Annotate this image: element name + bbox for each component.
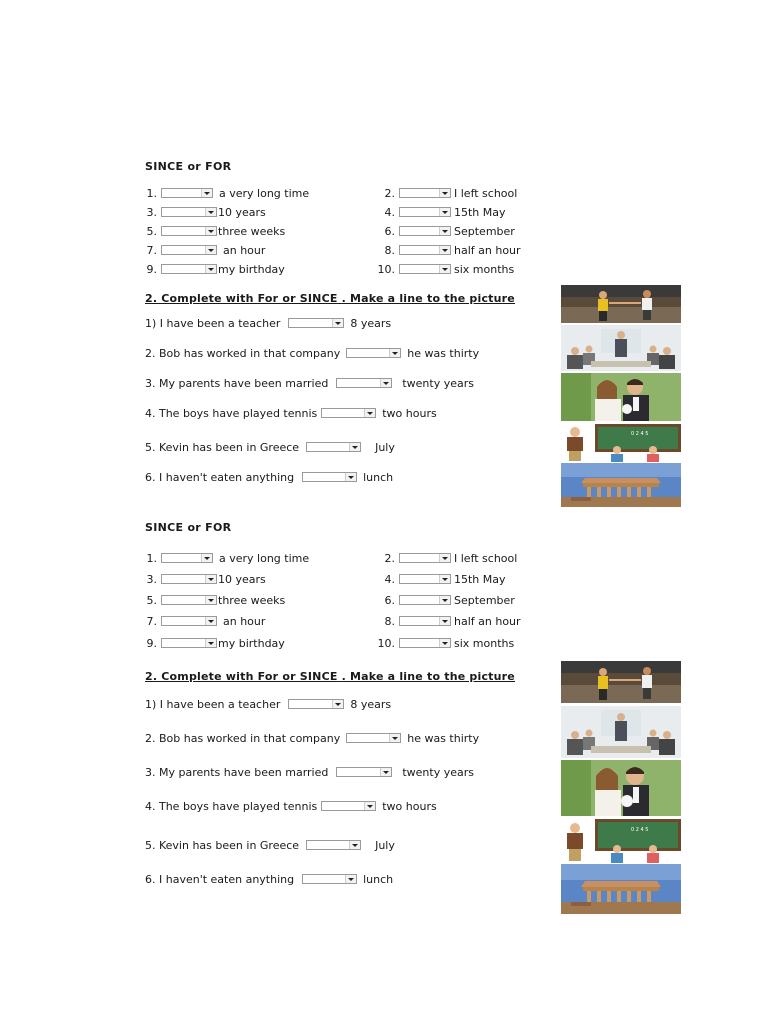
answer-dropdown[interactable] — [302, 472, 357, 482]
exercise-item — [383, 593, 515, 607]
sentence-item — [145, 346, 479, 360]
sentence-end: he was thirty — [407, 731, 480, 745]
answer-dropdown[interactable] — [399, 264, 451, 274]
answer-dropdown[interactable] — [321, 801, 376, 811]
chevron-down-icon[interactable] — [208, 211, 214, 214]
exercise-item — [145, 243, 265, 257]
greek-temple-picture — [561, 864, 681, 914]
item-number: 3. — [146, 205, 157, 219]
answer-dropdown[interactable] — [161, 264, 217, 274]
answer-dropdown[interactable] — [399, 574, 451, 584]
exercise-item — [145, 614, 265, 628]
item-number: 1. — [146, 551, 157, 565]
sentence-end: 8 years — [350, 697, 392, 711]
chevron-down-icon[interactable] — [442, 578, 448, 581]
greek-temple-picture — [561, 463, 681, 507]
part2-heading — [145, 670, 515, 683]
chevron-down-icon[interactable] — [442, 599, 448, 602]
item-number: 6. — [384, 224, 395, 238]
svg-text:0 2 4 5: 0 2 4 5 — [631, 431, 649, 437]
item-text: three weeks — [218, 593, 286, 607]
sentence-end: July — [375, 440, 395, 454]
chevron-down-icon[interactable] — [208, 268, 214, 271]
chevron-down-icon[interactable] — [204, 192, 210, 195]
exercise-item — [145, 593, 285, 607]
item-number: 3. — [146, 572, 157, 586]
exercise-item — [383, 205, 506, 219]
item-number: 9. — [146, 636, 157, 650]
tennis-players-picture — [561, 285, 681, 323]
sentence-end: two hours — [382, 799, 437, 813]
sentence-item — [145, 376, 474, 390]
answer-dropdown[interactable] — [399, 188, 451, 198]
chevron-down-icon[interactable] — [383, 771, 389, 774]
chevron-down-icon[interactable] — [383, 382, 389, 385]
item-text: I left school — [454, 551, 518, 565]
answer-dropdown[interactable] — [399, 638, 451, 648]
chevron-down-icon[interactable] — [348, 878, 354, 881]
sentence-item — [145, 799, 437, 813]
sentence-end: lunch — [363, 470, 394, 484]
part2-heading-b: . Make a line to the picture — [341, 292, 515, 305]
item-text: 10 years — [218, 572, 266, 586]
sentence-start: 4. The boys have played tennis — [145, 406, 318, 420]
chevron-down-icon[interactable] — [335, 322, 341, 325]
item-text: half an hour — [454, 243, 521, 257]
chevron-down-icon[interactable] — [352, 844, 358, 847]
answer-dropdown[interactable] — [399, 616, 451, 626]
business-meeting-picture — [561, 325, 681, 371]
sentence-start: 3. My parents have been married — [145, 765, 329, 779]
answer-dropdown[interactable] — [399, 595, 451, 605]
item-number: 9. — [146, 262, 157, 276]
answer-dropdown[interactable] — [288, 318, 344, 328]
sentence-end: he was thirty — [407, 346, 480, 360]
part2-heading-a: 2. Complete with For or SINCE — [145, 670, 338, 683]
chevron-down-icon[interactable] — [208, 620, 214, 623]
item-number: 8. — [384, 243, 395, 257]
exercise-item — [145, 636, 285, 650]
chevron-down-icon[interactable] — [392, 352, 398, 355]
sentence-item — [145, 316, 391, 330]
exercise-item — [383, 186, 517, 200]
business-meeting-picture — [561, 706, 681, 758]
chevron-down-icon[interactable] — [442, 249, 448, 252]
sentence-item — [145, 440, 395, 454]
answer-dropdown[interactable] — [161, 207, 217, 217]
answer-dropdown[interactable] — [161, 553, 213, 563]
sentence-item — [145, 731, 479, 745]
item-number: 5. — [146, 224, 157, 238]
chevron-down-icon[interactable] — [208, 599, 214, 602]
exercise-item — [376, 636, 514, 650]
item-number: 4. — [384, 205, 395, 219]
exercise-item — [145, 224, 285, 238]
sentence-end: 8 years — [350, 316, 392, 330]
sentence-item — [145, 765, 474, 779]
sentence-end: lunch — [363, 872, 394, 886]
sentence-start: 1) I have been a teacher — [145, 697, 281, 711]
part2-heading-b: . Make a line to the picture — [341, 670, 515, 683]
sentence-start: 2. Bob has worked in that company — [145, 346, 341, 360]
chevron-down-icon[interactable] — [442, 642, 448, 645]
item-text: a very long time — [219, 186, 310, 200]
section-title: SINCE or FOR — [145, 160, 232, 173]
sentence-end: two hours — [382, 406, 437, 420]
answer-dropdown[interactable] — [288, 699, 344, 709]
chevron-down-icon[interactable] — [442, 557, 448, 560]
sentence-item — [145, 470, 393, 484]
sentence-end: twenty years — [402, 765, 474, 779]
answer-dropdown[interactable] — [161, 638, 217, 648]
answer-dropdown[interactable] — [306, 840, 361, 850]
chevron-down-icon[interactable] — [442, 192, 448, 195]
exercise-item — [383, 551, 517, 565]
item-number: 10. — [377, 636, 395, 650]
answer-dropdown[interactable] — [399, 553, 451, 563]
svg-text:0 2 4 5: 0 2 4 5 — [631, 827, 649, 833]
item-text: half an hour — [454, 614, 521, 628]
teacher-classroom-picture — [561, 422, 681, 462]
exercise-item — [383, 614, 521, 628]
item-text: 15th May — [454, 572, 506, 586]
chevron-down-icon[interactable] — [335, 703, 341, 706]
item-text: 15th May — [454, 205, 506, 219]
answer-dropdown[interactable] — [302, 874, 357, 884]
answer-dropdown[interactable] — [399, 245, 451, 255]
answer-dropdown[interactable] — [346, 348, 401, 358]
chevron-down-icon[interactable] — [392, 737, 398, 740]
item-number: 10. — [377, 262, 395, 276]
chevron-down-icon[interactable] — [352, 446, 358, 449]
item-text: I left school — [454, 186, 518, 200]
sentence-start: 6. I haven't eaten anything — [145, 470, 295, 484]
sentence-item — [145, 872, 393, 886]
sentence-start: 5. Kevin has been in Greece — [145, 440, 300, 454]
item-number: 4. — [384, 572, 395, 586]
item-text: six months — [454, 262, 515, 276]
answer-dropdown[interactable] — [161, 574, 217, 584]
chevron-down-icon[interactable] — [442, 620, 448, 623]
chevron-down-icon[interactable] — [204, 557, 210, 560]
answer-dropdown[interactable] — [399, 226, 451, 236]
sentence-start: 1) I have been a teacher — [145, 316, 281, 330]
exercise-item — [145, 186, 309, 200]
item-number: 6. — [384, 593, 395, 607]
chevron-down-icon[interactable] — [367, 805, 373, 808]
item-number: 8. — [384, 614, 395, 628]
answer-dropdown[interactable] — [336, 767, 392, 777]
answer-dropdown[interactable] — [161, 188, 213, 198]
item-text: six months — [454, 636, 515, 650]
item-text: my birthday — [218, 262, 285, 276]
answer-dropdown[interactable] — [346, 733, 401, 743]
sentence-end: July — [375, 838, 395, 852]
chevron-down-icon[interactable] — [208, 230, 214, 233]
answer-dropdown[interactable] — [161, 616, 217, 626]
exercise-item — [383, 243, 521, 257]
exercise-item — [145, 205, 266, 219]
tennis-players-picture — [561, 661, 681, 703]
sentence-item — [145, 838, 395, 852]
answer-dropdown[interactable] — [321, 408, 376, 418]
answer-dropdown[interactable] — [336, 378, 392, 388]
item-text: an hour — [223, 614, 266, 628]
chevron-down-icon[interactable] — [208, 249, 214, 252]
sentence-start: 5. Kevin has been in Greece — [145, 838, 300, 852]
item-text: September — [454, 593, 515, 607]
exercise-item — [383, 572, 506, 586]
sentence-end: twenty years — [402, 376, 474, 390]
item-text: a very long time — [219, 551, 310, 565]
sentence-start: 4. The boys have played tennis — [145, 799, 318, 813]
exercise-item — [383, 224, 515, 238]
answer-dropdown[interactable] — [161, 226, 217, 236]
chevron-down-icon[interactable] — [442, 211, 448, 214]
item-number: 7. — [146, 614, 157, 628]
chevron-down-icon[interactable] — [208, 578, 214, 581]
chevron-down-icon[interactable] — [348, 476, 354, 479]
item-text: September — [454, 224, 515, 238]
item-text: my birthday — [218, 636, 285, 650]
exercise-item — [145, 262, 285, 276]
exercise-item — [145, 572, 266, 586]
item-number: 1. — [146, 186, 157, 200]
answer-dropdown[interactable] — [161, 245, 217, 255]
couple-picture — [561, 760, 681, 816]
item-number: 2. — [384, 186, 395, 200]
answer-dropdown[interactable] — [161, 595, 217, 605]
sentence-start: 3. My parents have been married — [145, 376, 329, 390]
item-number: 2. — [384, 551, 395, 565]
item-text: three weeks — [218, 224, 286, 238]
item-number: 5. — [146, 593, 157, 607]
section-title: SINCE or FOR — [145, 521, 232, 534]
part2-heading-a: 2. Complete with For or SINCE — [145, 292, 338, 305]
couple-picture — [561, 373, 681, 421]
sentence-item — [145, 697, 391, 711]
item-text: an hour — [223, 243, 266, 257]
chevron-down-icon[interactable] — [442, 268, 448, 271]
answer-dropdown[interactable] — [399, 207, 451, 217]
exercise-item — [145, 551, 309, 565]
part2-heading — [145, 292, 515, 305]
exercise-item — [376, 262, 514, 276]
teacher-classroom-picture — [561, 817, 681, 863]
sentence-item — [145, 406, 437, 420]
chevron-down-icon[interactable] — [442, 230, 448, 233]
item-number: 7. — [146, 243, 157, 257]
item-text: 10 years — [218, 205, 266, 219]
sentence-start: 2. Bob has worked in that company — [145, 731, 341, 745]
chevron-down-icon[interactable] — [367, 412, 373, 415]
sentence-start: 6. I haven't eaten anything — [145, 872, 295, 886]
answer-dropdown[interactable] — [306, 442, 361, 452]
chevron-down-icon[interactable] — [208, 642, 214, 645]
